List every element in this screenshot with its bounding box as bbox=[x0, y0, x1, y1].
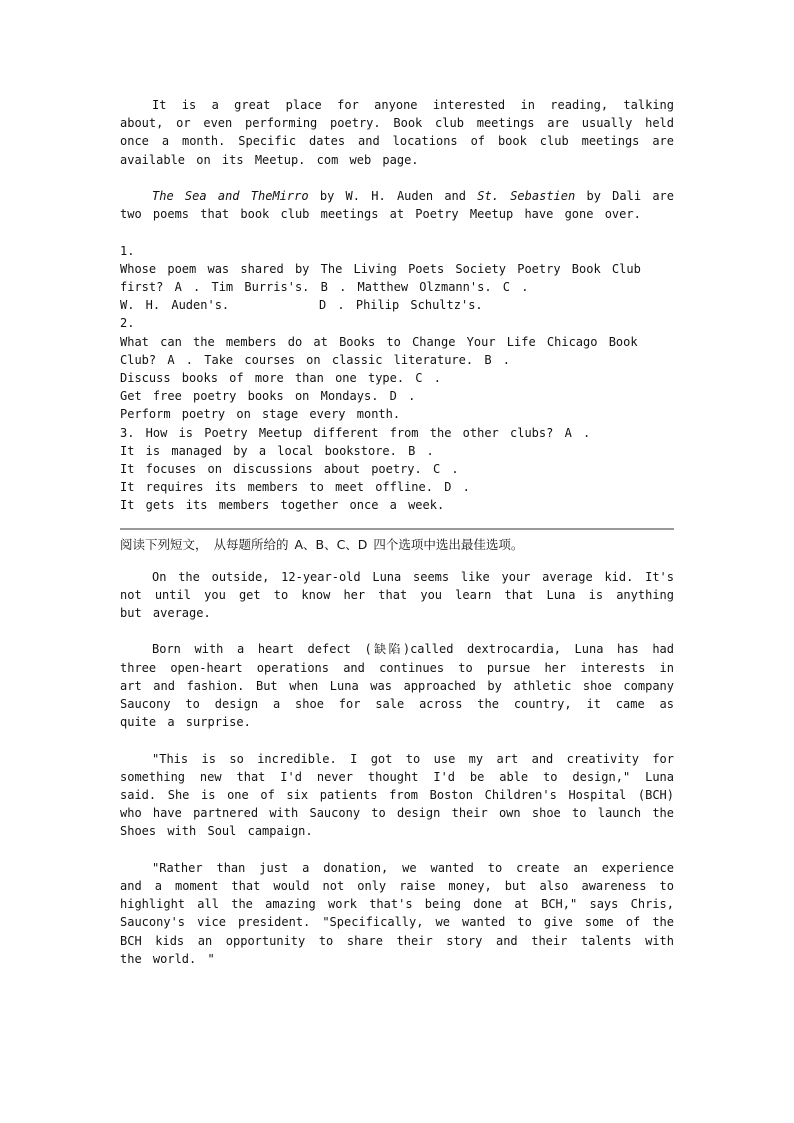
passage2-paragraph: "This is so incredible. I got to use my art and creativity for something new that I'd never thought I'd be able to design," Luna said. She is one of six patients from Boston Children's Hospital (BCH) who have partnered with Saucony to design their own shoe to launch the Shoes with Soul campaign. bbox=[120, 751, 674, 839]
poem-description-text: by Dali are two poems that book club meetings at Poetry Meetup have gone over. bbox=[120, 189, 675, 222]
question-number: 1. bbox=[120, 243, 135, 258]
question-number: 2. bbox=[120, 316, 135, 331]
poem-title: The Sea and TheMirro bbox=[152, 189, 309, 203]
question-2 bbox=[120, 314, 674, 423]
paragraph-gap bbox=[120, 841, 674, 859]
question-option: W. H. Auden's. D . Philip Schultz's. bbox=[120, 298, 483, 313]
poem-title: St. Sebastien bbox=[477, 189, 576, 203]
question-option: Discuss books of more than one type. C . bbox=[120, 371, 441, 386]
paragraph-gap bbox=[120, 223, 674, 241]
question-option: Get free poetry books on Mondays. D . bbox=[120, 389, 416, 404]
question-option: It requires its members to meet offline. D . bbox=[120, 480, 470, 495]
section-divider bbox=[120, 528, 674, 530]
question-option: It focuses on discussions about poetry. C . bbox=[120, 462, 459, 477]
question-1 bbox=[120, 242, 674, 315]
question-option: It gets its members together once a week. bbox=[120, 498, 445, 513]
passage2-paragraph: Born with a heart defect (缺陷)called dextrocardia, Luna has had three open-heart operations and continues to pursue her interests in art and fashion. But when Luna was approached by athletic shoe company Saucony to design a shoe for sale across the country, it came as quite a surprise. bbox=[120, 642, 674, 730]
document-page bbox=[120, 96, 674, 968]
passage1-paragraph: It is a great place for anyone interested in reading, talking about, or even performing poetry. Book club meetings are usually held once a month. Specific dates and locations of book club meetings are available on its Meetup. com web page. bbox=[120, 98, 674, 167]
section-instruction: 阅读下列短文， 从每题所给的 A、B、C、D 四个选项中选出最佳选项。 bbox=[120, 536, 524, 552]
passage2-paragraph: On the outside, 12-year-old Luna seems like your average kid. It's not until you get to know her that you learn that Luna is anything but average. bbox=[120, 569, 674, 621]
poem-author-text: by W. H. Auden and bbox=[308, 189, 478, 203]
paragraph-gap bbox=[120, 169, 674, 187]
passage2-paragraph: "Rather than just a donation, we wanted to create an experience and a moment that would not only raise money, but also awareness to highlight all the amazing work that's being done at BCH," says Chris, Saucony's vice president. "Specifically, we wanted to give some of the BCH kids an opportunity to share their story and their talents with the world. " bbox=[120, 860, 674, 966]
paragraph-gap bbox=[120, 622, 674, 640]
question-stem: 3. How is Poetry Meetup different from the other clubs? A . bbox=[120, 425, 591, 440]
question-stem: Whose poem was shared by The Living Poets Society Poetry Book Club first? A . Tim Burris's. B . Matthew Olzmann's. C . bbox=[120, 261, 653, 294]
question-stem: What can the members do at Books to Change Your Life Chicago Book Club? A . Take courses on classic literature. B . bbox=[120, 334, 649, 367]
question-option: Perform poetry on stage every month. bbox=[120, 407, 401, 422]
question-option: It is managed by a local bookstore. B . bbox=[120, 443, 434, 458]
paragraph-gap bbox=[120, 731, 674, 749]
question-3 bbox=[120, 424, 674, 515]
passage1-poems-paragraph bbox=[120, 187, 674, 223]
